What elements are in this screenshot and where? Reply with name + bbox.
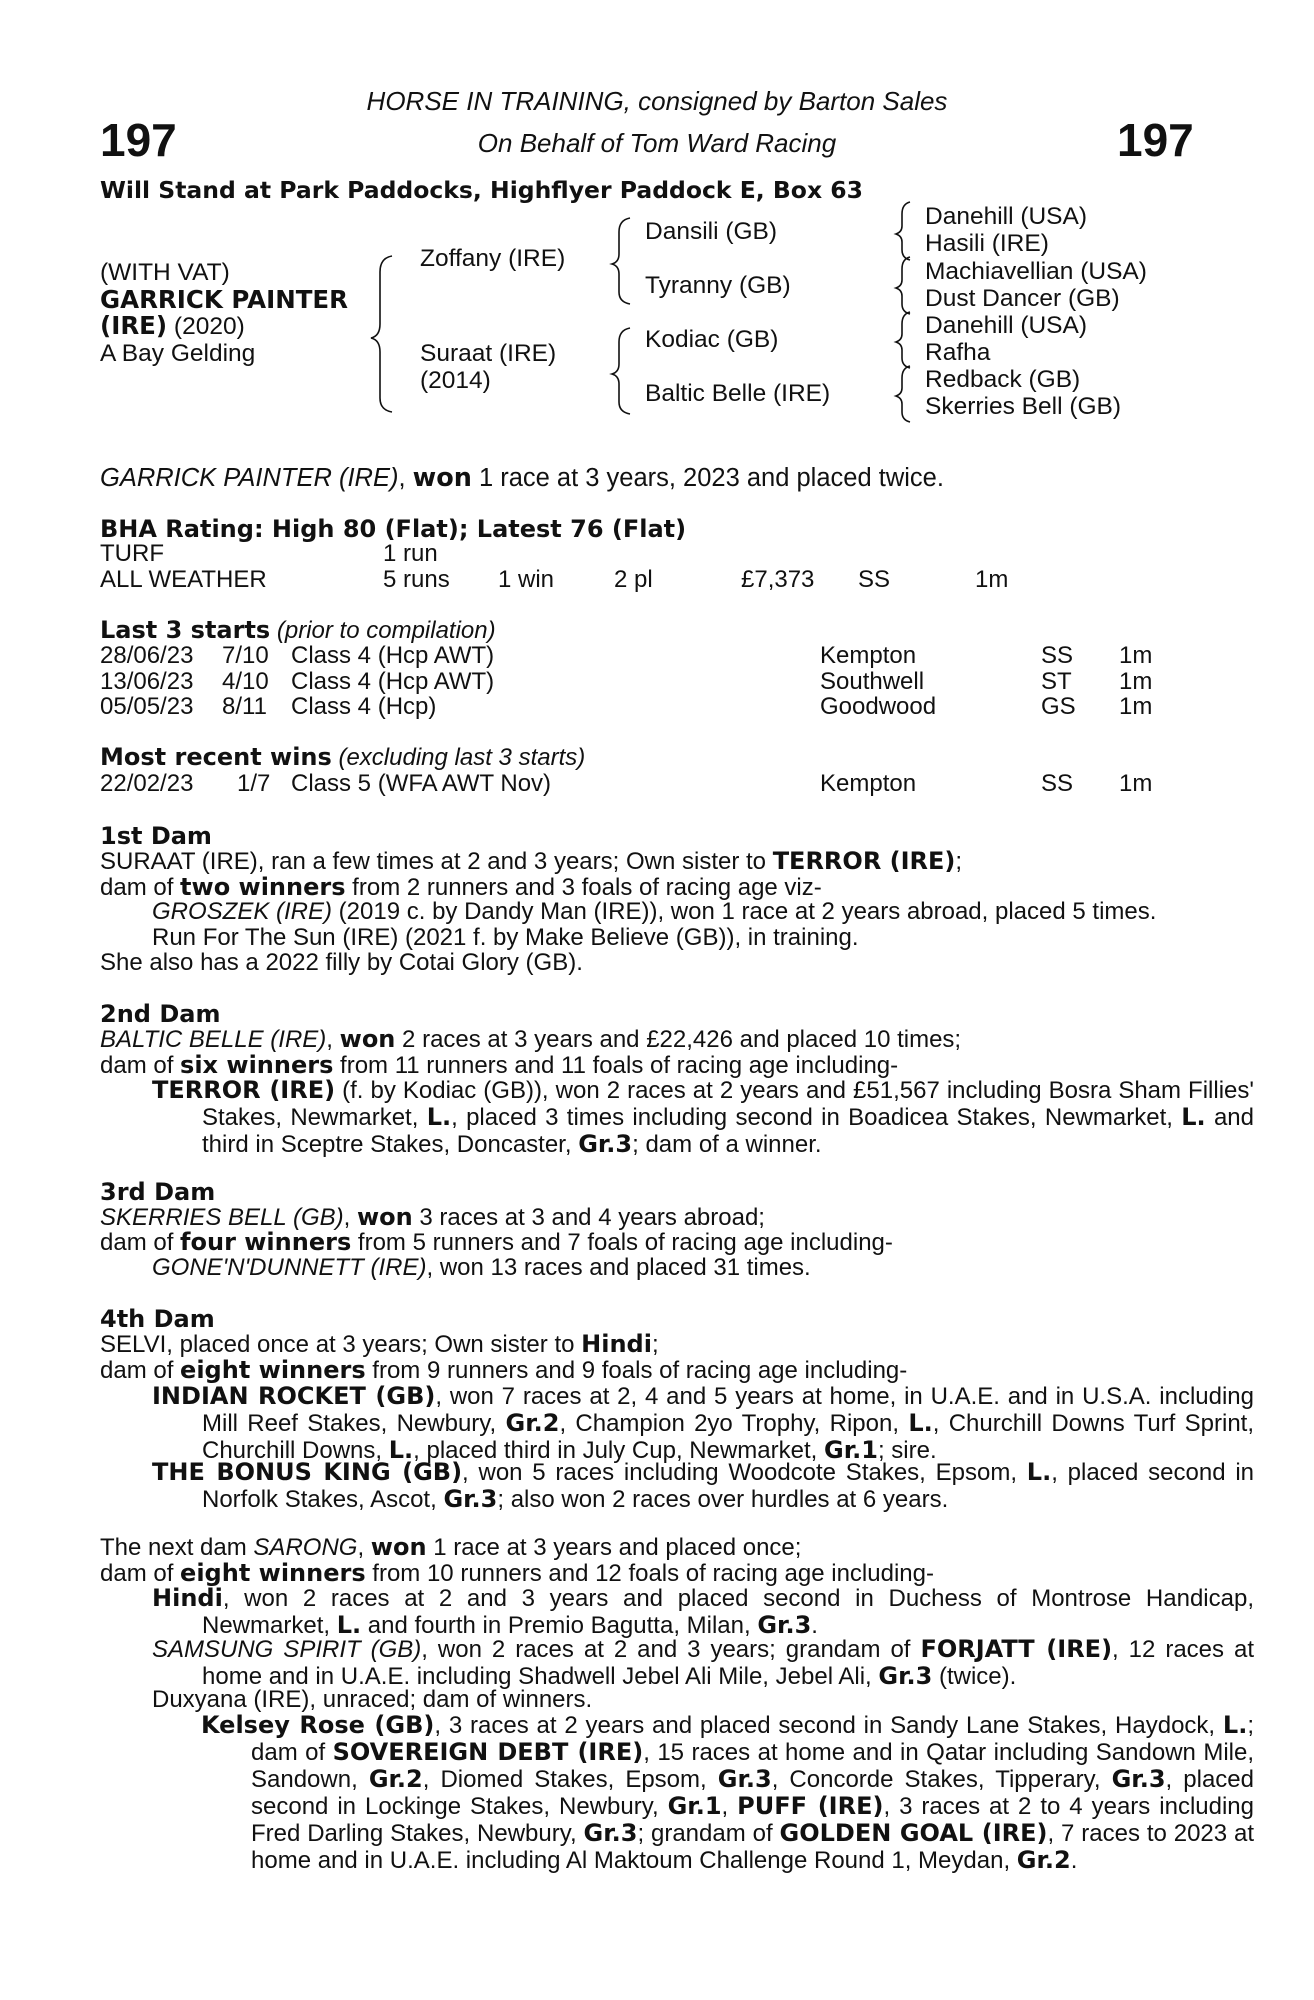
pedigree-g6: Rafha [925, 339, 991, 366]
start-position: 4/10 [222, 668, 269, 695]
bha-rating: BHA Rating: High 80 (Flat); Latest 76 (Flat) [100, 515, 687, 543]
win-course: Kempton [820, 770, 917, 797]
dam1-foal-3: She also has a 2022 filly by Cotai Glory (GB). [100, 949, 583, 976]
dam3-heading: 3rd Dam [100, 1178, 216, 1206]
dam3-progeny: GONE'N'DUNNETT (IRE), won 13 races and placed 31 times. [152, 1254, 811, 1281]
header-title: HORSE IN TRAINING, consigned by Barton Sales [366, 86, 948, 116]
aw-wins: 1 win [498, 566, 555, 593]
vat-note: (WITH VAT) [100, 259, 230, 286]
dam3-line2: dam of four winners from 5 runners and 7 foals of racing age including- [100, 1228, 893, 1256]
pedigree-dam-dam: Baltic Belle (IRE) [645, 380, 831, 407]
next-dam-progeny-hindi: Hindi, won 2 races at 2 and 3 years and placed second in Duchess of Montrose Handicap, Newmarket, L. and fourth in Premio Bagutta, Milan, Gr.3. [152, 1584, 1254, 1639]
pedigree-g5: Danehill (USA) [925, 312, 1088, 339]
start-date: 13/06/23 [100, 668, 194, 695]
start-class: Class 4 (Hcp) [291, 693, 437, 720]
start-position: 8/11 [222, 693, 267, 720]
next-dam-line1: The next dam SARONG, won 1 race at 3 years and placed once; [100, 1533, 802, 1561]
turf-label: TURF [100, 540, 164, 567]
next-dam-progeny-samsung-spirit: SAMSUNG SPIRIT (GB), won 2 races at 2 and 3 years; grandam of FORJATT (IRE), 12 races at home and in U.A.E. including Shadwell Jebel Ali Mile, Jebel Ali, Gr.3 (twice). [152, 1635, 1254, 1690]
aw-label: ALL WEATHER [100, 566, 267, 593]
win-date: 22/02/23 [100, 770, 194, 797]
horse-name: GARRICK PAINTER [100, 285, 349, 314]
pedigree-sire: Zoffany (IRE) [420, 245, 566, 272]
dam1-heading: 1st Dam [100, 822, 212, 850]
aw-prize: £7,373 [741, 566, 815, 593]
dam1-line2: dam of two winners from 2 runners and 3 foals of racing age viz- [100, 873, 822, 901]
lot-number-left: 197 [100, 114, 177, 166]
pedigree-g3: Machiavellian (USA) [925, 258, 1147, 285]
win-class: Class 5 (WFA AWT Nov) [291, 770, 552, 797]
pedigree-sire-dam: Tyranny (GB) [645, 272, 791, 299]
dam2-line1: BALTIC BELLE (IRE), won 2 races at 3 years and £22,426 and placed 10 times; [100, 1025, 962, 1053]
dam4-heading: 4th Dam [100, 1305, 215, 1333]
dam1-foal-2: Run For The Sun (IRE) (2021 f. by Make Believe (GB)), in training. [152, 924, 859, 951]
pedigree-g7: Redback (GB) [925, 366, 1081, 393]
start-going: GS [1041, 693, 1076, 720]
lot-number-right: 197 [1117, 114, 1194, 166]
pedigree-sire-sire: Dansili (GB) [645, 218, 778, 245]
last-starts-heading: Last 3 starts (prior to compilation) [100, 616, 496, 644]
horse-name-country-year: (IRE) (2020) [100, 311, 245, 340]
pedigree-g2: Hasili (IRE) [925, 230, 1049, 257]
dam4-progeny-bonus-king: THE BONUS KING (GB), won 5 races including Woodcote Stakes, Epsom, L., placed second in Norfolk Stakes, Ascot, Gr.3; also won 2 races over hurdles at 6 years. [152, 1458, 1254, 1513]
start-distance: 1m [1119, 642, 1153, 669]
start-going: ST [1041, 668, 1072, 695]
start-date: 05/05/23 [100, 693, 194, 720]
turf-runs: 1 run [383, 540, 438, 567]
dam2-heading: 2nd Dam [100, 1000, 221, 1028]
win-distance: 1m [1119, 770, 1153, 797]
aw-going: SS [858, 566, 891, 593]
start-going: SS [1041, 642, 1074, 669]
start-distance: 1m [1119, 693, 1153, 720]
dam4-progeny-indian-rocket: INDIAN ROCKET (GB), won 7 races at 2, 4 and 5 years at home, in U.A.E. and in U.S.A. including Mill Reef Stakes, Newbury, Gr.2, Champion 2yo Trophy, Ripon, L., Churchill Downs Turf Sprint, Churchill Downs, L., placed third in July Cup, Newmarket, Gr.1; sire. [152, 1382, 1255, 1464]
header-consignor: On Behalf of Tom Ward Racing [477, 128, 837, 158]
pedigree-braces [0, 0, 1314, 430]
start-course: Kempton [820, 642, 917, 669]
pedigree-dam-year: (2014) [420, 367, 491, 394]
dam2-progeny-terror: TERROR (IRE) (f. by Kodiac (GB)), won 2 races at 2 years and £51,567 including Bosra Sham Fillies' Stakes, Newmarket, L., placed 3 times including second in Boadicea Stakes, Newmarket, L. and third in Sceptre Stakes, Doncaster, Gr.3; dam of a winner. [152, 1076, 1254, 1158]
aw-placed: 2 pl [614, 566, 653, 593]
start-course: Goodwood [820, 693, 937, 720]
dam1-foal-1: GROSZEK (IRE) (2019 c. by Dandy Man (IRE)), won 1 race at 2 years abroad, placed 5 times. [152, 898, 1157, 925]
dam4-line2: dam of eight winners from 9 runners and 9 foals of racing age including- [100, 1356, 908, 1384]
dam2-line2: dam of six winners from 11 runners and 11 foals of racing age including- [100, 1051, 899, 1079]
start-course: Southwell [820, 668, 925, 695]
pedigree-dam: Suraat (IRE) [420, 340, 557, 367]
stable-location: Will Stand at Park Paddocks, Highflyer Paddock E, Box 63 [100, 176, 863, 204]
win-position: 1/7 [237, 770, 271, 797]
pedigree-dam-sire: Kodiac (GB) [645, 326, 779, 353]
start-date: 28/06/23 [100, 642, 194, 669]
win-going: SS [1041, 770, 1074, 797]
dam3-line1: SKERRIES BELL (GB), won 3 races at 3 and 4 years abroad; [100, 1203, 765, 1231]
pedigree-g8: Skerries Bell (GB) [925, 393, 1122, 420]
horse-description: A Bay Gelding [100, 340, 256, 367]
aw-distance: 1m [975, 566, 1009, 593]
aw-runs: 5 runs [383, 566, 450, 593]
dam4-line1: SELVI, placed once at 3 years; Own sister to Hindi; [100, 1330, 659, 1358]
start-class: Class 4 (Hcp AWT) [291, 668, 495, 695]
next-dam-progeny-duxyana: Duxyana (IRE), unraced; dam of winners. [152, 1686, 593, 1713]
pedigree-g4: Dust Dancer (GB) [925, 285, 1120, 312]
start-position: 7/10 [222, 642, 269, 669]
next-dam-progeny-kelsey-rose: Kelsey Rose (GB), 3 races at 2 years and placed second in Sandy Lane Stakes, Haydock, L.; dam of SOVEREIGN DEBT (IRE), 15 races at home and in Qatar including Sandown Mile, Sandown, Gr.2, Diomed Stakes, Epsom, Gr.3, Concorde Stakes, Tipperary, Gr.3, placed second in Lockinge Stakes, Newbury, Gr.1, PUFF (IRE), 3 races at 2 to 4 years including Fred Darling Stakes, Newbury, Gr.3; grandam of GOLDEN GOAL (IRE), 7 races to 2023 at home and in U.A.E. including Al Maktoum Challenge Round 1, Meydan, Gr.2. [201, 1711, 1255, 1874]
next-dam-line2: dam of eight winners from 10 runners and 12 foals of racing age including- [100, 1559, 934, 1587]
race-summary: GARRICK PAINTER (IRE), won 1 race at 3 years, 2023 and placed twice. [100, 463, 944, 493]
start-distance: 1m [1119, 668, 1153, 695]
pedigree-g1: Danehill (USA) [925, 203, 1088, 230]
recent-wins-heading: Most recent wins (excluding last 3 starts) [100, 743, 586, 771]
start-class: Class 4 (Hcp AWT) [291, 642, 495, 669]
dam1-line1: SURAAT (IRE), ran a few times at 2 and 3 years; Own sister to TERROR (IRE); [100, 847, 963, 875]
